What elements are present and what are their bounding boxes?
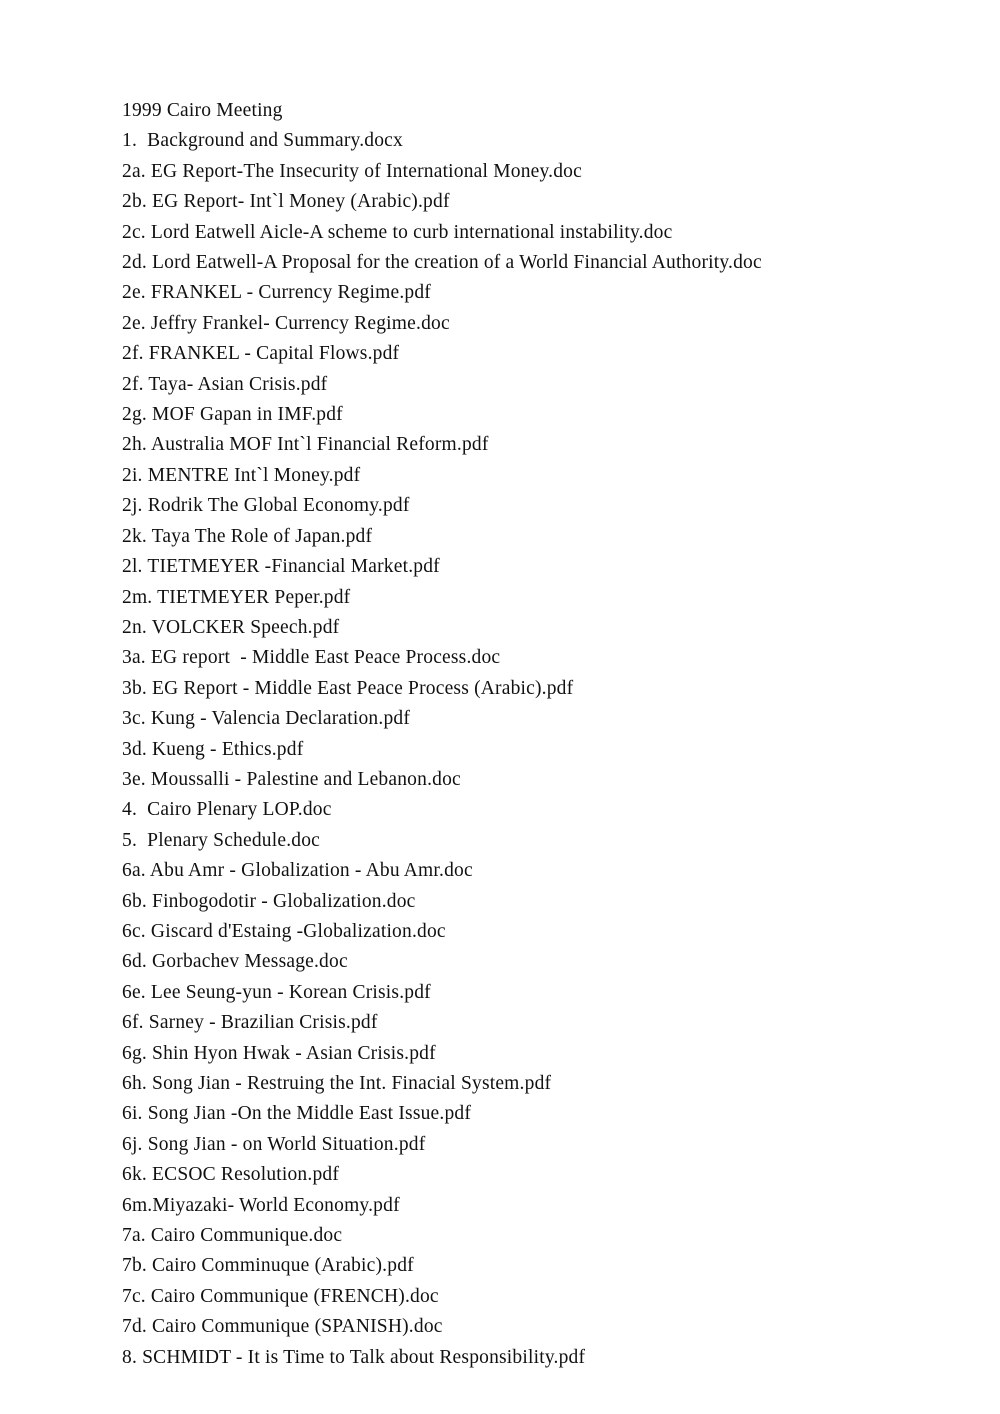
document-list-line: 7a. Cairo Communique.doc bbox=[122, 1225, 343, 1247]
document-list-line: 7c. Cairo Communique (FRENCH).doc bbox=[122, 1285, 439, 1307]
document-list-line: 6d. Gorbachev Message.doc bbox=[122, 951, 348, 973]
document-list-line: 2f. Taya- Asian Crisis.pdf bbox=[122, 373, 328, 395]
document-list-line: 2d. Lord Eatwell-A Proposal for the creation of a World Financial Authority.doc bbox=[122, 252, 762, 274]
document-list-line: 6i. Song Jian -On the Middle East Issue.pdf bbox=[122, 1103, 472, 1125]
document-list-line: 3e. Moussalli - Palestine and Lebanon.doc bbox=[122, 768, 461, 790]
document-list-line: 7d. Cairo Communique (SPANISH).doc bbox=[122, 1316, 443, 1338]
document-list-line: 3c. Kung - Valencia Declaration.pdf bbox=[122, 708, 411, 730]
document-list-line: 6c. Giscard d'Estaing -Globalization.doc bbox=[122, 920, 446, 942]
document-list-line: 5. Plenary Schedule.doc bbox=[122, 829, 321, 851]
document-list-line: 3d. Kueng - Ethics.pdf bbox=[122, 738, 304, 760]
document-list-line: 6m.Miyazaki- World Economy.pdf bbox=[122, 1194, 400, 1216]
document-list-line: 2n. VOLCKER Speech.pdf bbox=[122, 616, 340, 638]
document-body bbox=[122, 96, 882, 1373]
document-list-line: 2a. EG Report-The Insecurity of International Money.doc bbox=[122, 160, 582, 182]
document-list-line: 8. SCHMIDT - It is Time to Talk about Responsibility.pdf bbox=[122, 1346, 586, 1368]
document-list-line: 6f. Sarney - Brazilian Crisis.pdf bbox=[122, 1012, 378, 1034]
document-list-line: 2g. MOF Gapan in IMF.pdf bbox=[122, 404, 343, 426]
document-list-line: 6a. Abu Amr - Globalization - Abu Amr.doc bbox=[122, 860, 473, 882]
document-list-line: 2h. Australia MOF Int`l Financial Reform.pdf bbox=[122, 434, 489, 456]
document-list-line: 2i. MENTRE Int`l Money.pdf bbox=[122, 464, 361, 486]
document-list-line: 6b. Finbogodotir - Globalization.doc bbox=[122, 890, 416, 912]
document-list-line: 2e. FRANKEL - Currency Regime.pdf bbox=[122, 282, 431, 304]
document-list-line: 3a. EG report - Middle East Peace Process.doc bbox=[122, 647, 501, 669]
document-list-line: 6k. ECSOC Resolution.pdf bbox=[122, 1164, 340, 1186]
document-list-line: 6j. Song Jian - on World Situation.pdf bbox=[122, 1133, 426, 1155]
document-list-line: 6h. Song Jian - Restruing the Int. Finacial System.pdf bbox=[122, 1073, 552, 1094]
document-list-line: 6g. Shin Hyon Hwak - Asian Crisis.pdf bbox=[122, 1042, 436, 1064]
document-list-line: 2k. Taya The Role of Japan.pdf bbox=[122, 525, 373, 547]
document-list-line: 2m. TIETMEYER Peper.pdf bbox=[122, 586, 351, 608]
document-list-line: 7b. Cairo Comminuque (Arabic).pdf bbox=[122, 1255, 414, 1277]
document-list-line: 2e. Jeffry Frankel- Currency Regime.doc bbox=[122, 312, 450, 334]
document-list-line: 4. Cairo Plenary LOP.doc bbox=[122, 799, 332, 821]
document-list-line: 2l. TIETMEYER -Financial Market.pdf bbox=[122, 556, 440, 578]
document-list-line: 2c. Lord Eatwell Aicle-A scheme to curb international instability.doc bbox=[122, 221, 673, 243]
document-title-line: 1999 Cairo Meeting bbox=[122, 100, 283, 121]
document-list-line: 1. Background and Summary.docx bbox=[122, 130, 403, 152]
document-list-line: 3b. EG Report - Middle East Peace Process (Arabic).pdf bbox=[122, 677, 574, 699]
document-list-line: 6e. Lee Seung-yun - Korean Crisis.pdf bbox=[122, 981, 431, 1003]
document-list-line: 2b. EG Report- Int`l Money (Arabic).pdf bbox=[122, 191, 450, 213]
document-list-line: 2j. Rodrik The Global Economy.pdf bbox=[122, 495, 410, 517]
document-list-line: 2f. FRANKEL - Capital Flows.pdf bbox=[122, 343, 400, 365]
